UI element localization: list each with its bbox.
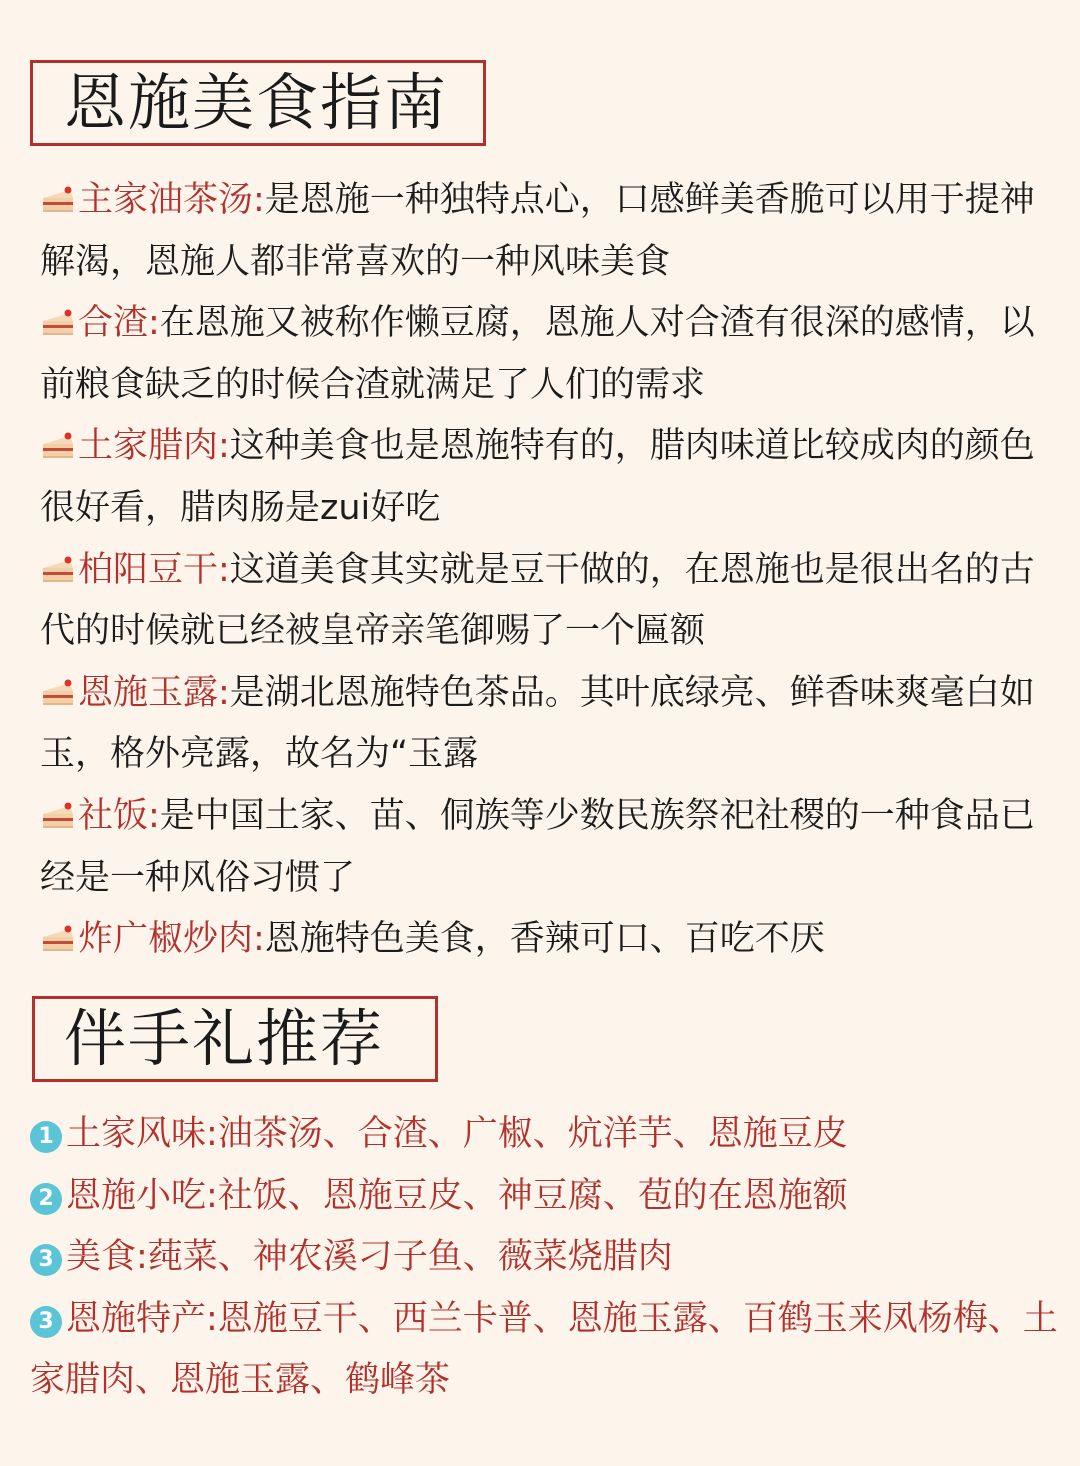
cake-icon (40, 800, 76, 830)
food-desc: 是湖北恩施特色茶品。其叶底绿亮、鲜香味爽毫白如玉，格外亮露，故名为“玉露 (40, 672, 1035, 775)
list-item (40, 909, 1060, 971)
food-name: 炸广椒炒肉: (78, 919, 265, 960)
food-list (40, 170, 1060, 971)
food-name: 社饭: (78, 795, 160, 836)
list-item (40, 786, 1060, 909)
food-desc: 这道美食其实就是豆干做的，在恩施也是很出名的古代的时候就已经被皇帝亲笔御赐了一个匾额 (40, 549, 1035, 652)
list-item (40, 170, 1060, 293)
gift-text: 恩施小吃:社饭、恩施豆皮、神豆腐、苞的在恩施额 (66, 1175, 848, 1216)
cake-icon (40, 923, 76, 953)
number-badge-icon: 1 (30, 1121, 62, 1153)
cake-icon (40, 184, 76, 214)
list-item (40, 293, 1060, 416)
food-name: 柏阳豆干: (78, 549, 230, 590)
food-name: 土家腊肉: (78, 426, 230, 467)
section-title: 伴手礼推荐 (64, 1002, 385, 1075)
gift-text: 土家风味:油茶汤、合渣、广椒、炕洋芋、恩施豆皮 (66, 1114, 848, 1154)
food-name: 主家油茶汤: (78, 180, 265, 220)
cake-icon (40, 677, 76, 707)
food-name: 合渣: (78, 303, 160, 344)
list-item (40, 540, 1060, 663)
cake-icon (40, 430, 76, 460)
list-item (40, 663, 1060, 786)
number-badge-icon: 3 (30, 1244, 62, 1276)
cake-icon (40, 554, 76, 584)
food-desc: 这种美食也是恩施特有的，腊肉味道比较成肉的颜色很好看，腊肉肠是zui好吃 (40, 426, 1035, 528)
food-desc: 是中国土家、苗、侗族等少数民族祭祀社稷的一种食品已经是一种风俗习惯了 (40, 795, 1035, 898)
list-item (30, 1166, 1060, 1228)
number-badge-icon: 3 (30, 1306, 62, 1338)
food-desc: 在恩施又被称作懒豆腐，恩施人对合渣有很深的感情，以前粮食缺乏的时候合渣就满足了人们的需求 (40, 303, 1035, 405)
food-name: 恩施玉露: (78, 672, 230, 713)
list-item (40, 416, 1060, 539)
number-badge-icon: 2 (30, 1183, 62, 1215)
cake-icon (40, 307, 76, 337)
list-item (30, 1104, 1060, 1166)
food-desc: 恩施特色美食，香辣可口、百吃不厌 (264, 919, 825, 960)
list-item (30, 1289, 1060, 1412)
food-desc: 是恩施一种独特点心，口感鲜美香脆可以用于提神解渴，恩施人都非常喜欢的一种风味美食 (40, 180, 1035, 282)
gift-text: 美食:莼菜、神农溪刁子鱼、薇菜烧腊肉 (66, 1237, 673, 1278)
page-title: 恩施美食指南 (64, 66, 449, 139)
gift-list (30, 1104, 1060, 1412)
list-item (30, 1227, 1060, 1289)
gift-text: 恩施特产:恩施豆干、西兰卡普、恩施玉露、百鹤玉来凤杨梅、土家腊肉、恩施玉露、鹤峰茶 (30, 1298, 1058, 1401)
